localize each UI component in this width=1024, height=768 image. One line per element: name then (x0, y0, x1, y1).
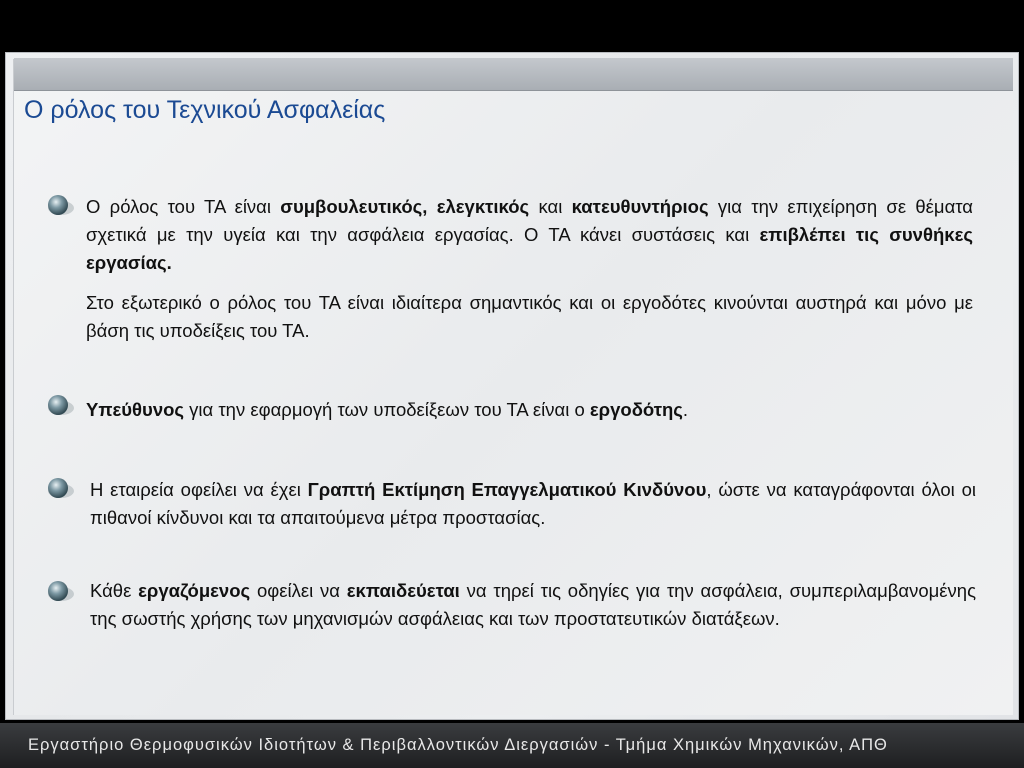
sphere-bullet-icon (44, 394, 76, 418)
footer-text: Εργαστήριο Θερμοφυσικών Ιδιοτήτων & Περιβαλλοντικών Διεργασιών - Τμήμα Χημικών Μηχανικών, ΑΠΘ (28, 736, 888, 754)
bullet-paragraph (90, 577, 976, 633)
bold-text-run: συμβουλευτικός, ελεγκτικός (280, 196, 530, 217)
sphere-bullet-icon (44, 580, 76, 604)
bold-text-run: εκπαιδεύεται (346, 580, 460, 601)
bullet-paragraph (86, 396, 973, 424)
bold-text-run: εργοδότης (589, 399, 683, 420)
bold-text-run: Γραπτή Εκτίμηση Επαγγελματικού Κινδύνου (307, 479, 707, 500)
bullet-paragraph (86, 193, 973, 277)
slide-title: Ο ρόλος του Τεχνικού Ασφαλείας (24, 96, 386, 124)
text-run: , ώστε να καταγράφονται όλοι οι πιθανοί κίνδυνοι και τα απαιτούμενα μέτρα προστασίας. (90, 479, 977, 528)
text-run: για την επιχείρηση σε θέματα σχετικά με την υγεία και την ασφάλεια εργασίας. Ο ΤΑ κάνει συστάσεις και (86, 196, 974, 245)
bullet-paragraph (90, 476, 976, 532)
text-run: Κάθε (90, 580, 139, 601)
text-run: να τηρεί τις οδηγίες για την ασφάλεια, συμπεριλαμβανομένης της σωστής χρήσης των μηχανισμών ασφάλειας και των προστατευτικών διατάξεων. (90, 580, 976, 629)
text-run: και (529, 196, 572, 217)
text-run: Η εταιρεία οφείλει να έχει (90, 479, 308, 500)
bold-text-run: επιβλέπει τις συνθήκες εργασίας. (86, 224, 973, 273)
text-run: Στο εξωτερικό ο ρόλος του ΤΑ είναι ιδιαίτερα σημαντικός και οι εργοδότες κινούνται αυστηρά και μόνο με βάση τις υποδείξεις του ΤΑ. (86, 292, 973, 341)
bold-text-run: εργαζόμενος (138, 580, 251, 601)
bold-text-run: Υπεύθυνος (86, 399, 185, 420)
sub-paragraph (86, 289, 973, 345)
bold-text-run: κατευθυντήριος (571, 196, 709, 217)
slide-header-bar (14, 58, 1013, 91)
text-run: οφείλει να (250, 580, 347, 601)
text-run: Ο ρόλος του ΤΑ είναι (86, 196, 281, 217)
text-run: . (682, 399, 689, 420)
sphere-bullet-icon (44, 194, 76, 218)
sphere-bullet-icon (44, 477, 76, 501)
text-run: για την εφαρμογή των υποδείξεων του ΤΑ είναι ο (184, 399, 590, 420)
